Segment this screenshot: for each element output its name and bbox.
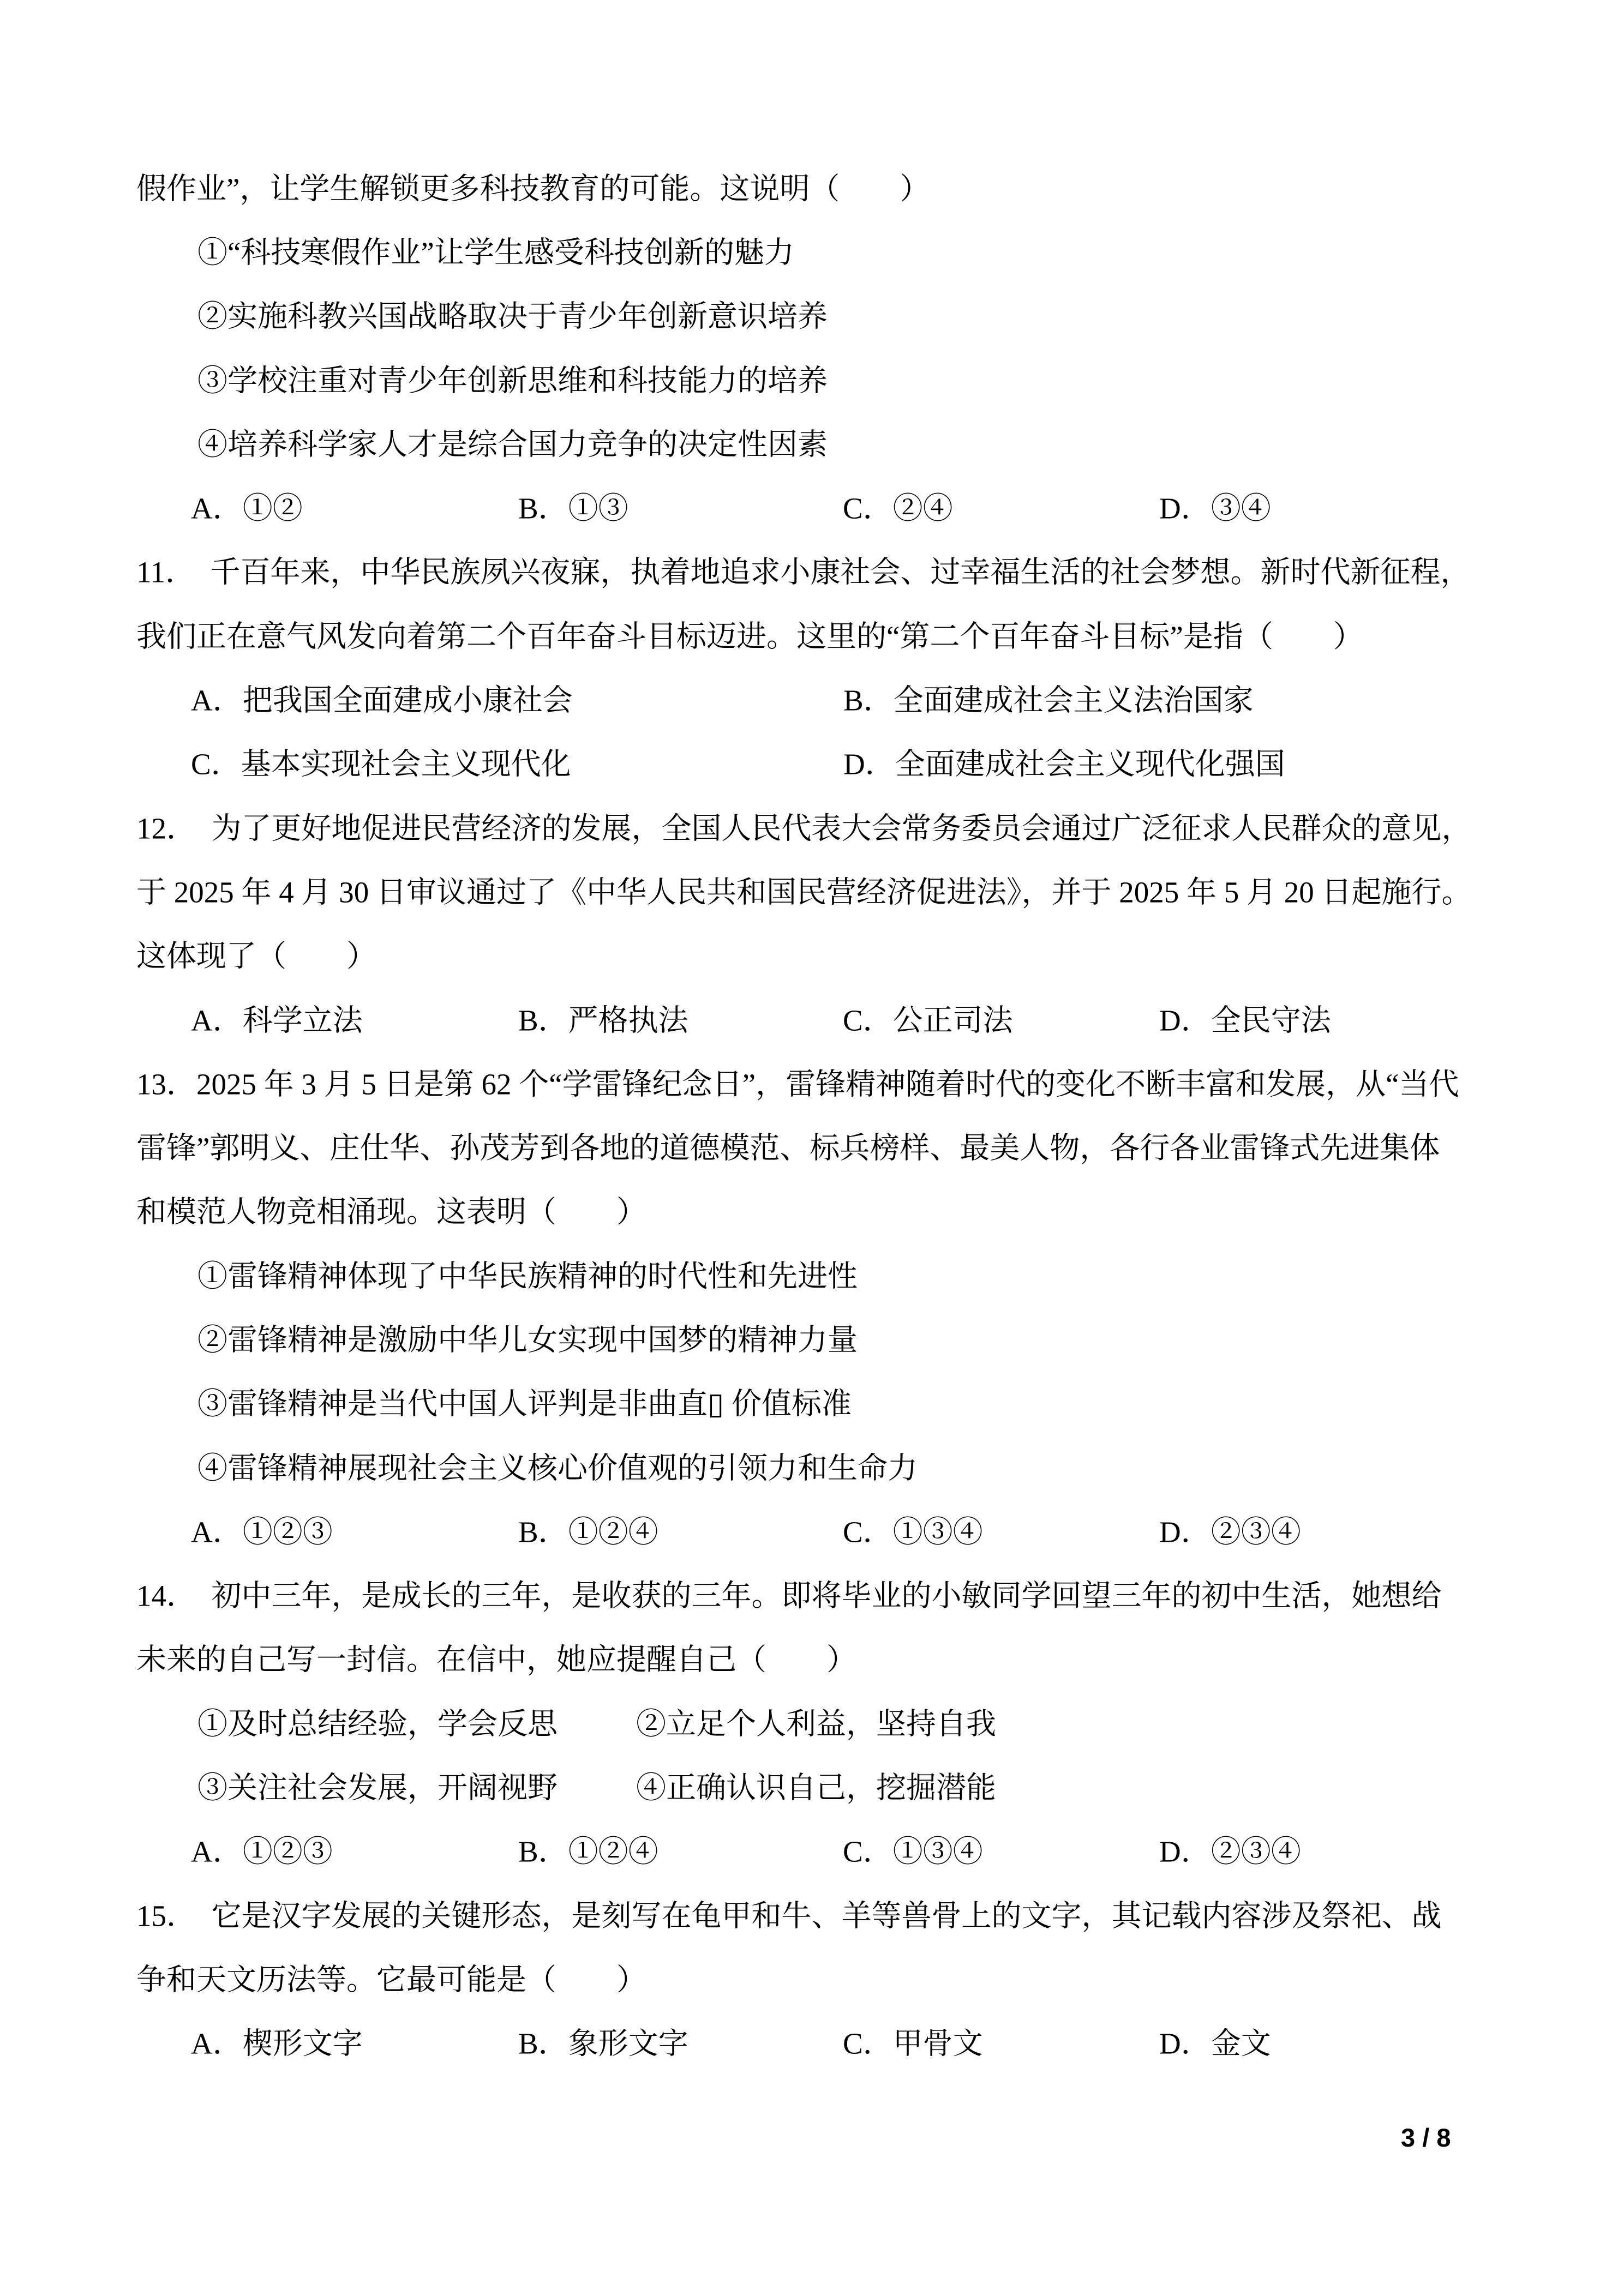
q10-option-2-text: ②实施科教兴国战略取决于青少年创新意识培养 — [197, 299, 828, 333]
q13-option-3-text: ③雷锋精神是当代中国人评判是非曲直▯ 价值标准 — [197, 1387, 852, 1421]
q10-answer-c: C．②④ — [843, 491, 953, 525]
q15-answer-c: C．甲骨文 — [843, 2027, 983, 2060]
q13-option-1-text: ①雷锋精神体现了中华民族精神的时代性和先进性 — [197, 1259, 858, 1293]
q13-stem-line-3 — [136, 1177, 1489, 1241]
q12-stem-text-2: 于 2025 年 4 月 30 日审议通过了《中华人民共和国民营经济促进法》，并于 2025 年 5 月 20 日起施行。 — [136, 875, 1472, 909]
q10-option-3-text: ③学校注重对青少年创新思维和科技能力的培养 — [197, 364, 828, 398]
q15-stem-text-1: 15． 它是汉字发展的关键形态，是刻写在龟甲和牛、羊等兽骨上的文字，其记载内容涉及祭祀、战 — [136, 1899, 1442, 1933]
q13-option-2 — [136, 1305, 1489, 1369]
q14-stem-line-2 — [136, 1625, 1489, 1689]
q11-answer-row-2 — [136, 730, 1489, 794]
q12-stem-text-1: 12． 为了更好地促进民营经济的发展，全国人民代表大会常务委员会通过广泛征求人民群众的意见， — [136, 812, 1472, 845]
q14-answer-row — [136, 1817, 1489, 1881]
q15-answer-d: D．金文 — [1159, 2027, 1271, 2060]
q14-answer-b: B．①②④ — [518, 1835, 658, 1868]
q13-option-2-text: ②雷锋精神是激励中华儿女实现中国梦的精神力量 — [197, 1323, 858, 1357]
q15-stem-text-2: 争和天文历法等。它最可能是（ ） — [136, 1963, 647, 1997]
q12-answer-b: B．严格执法 — [518, 1003, 688, 1037]
q14-answer-a: A．①②③ — [191, 1835, 333, 1868]
q11-answer-c: C．基本实现社会主义现代化 — [191, 747, 571, 781]
q13-option-4 — [136, 1433, 1489, 1497]
q15-answer-a: A．楔形文字 — [191, 2027, 363, 2060]
q12-stem-line-3 — [136, 922, 1489, 985]
q14-option-row-1 — [136, 1689, 1489, 1753]
q13-answer-c: C．①③④ — [843, 1515, 983, 1549]
q11-stem-line-1 — [136, 538, 1489, 602]
q14-option-1-text: ①及时总结经验，学会反思 — [197, 1707, 558, 1741]
q15-answer-b: B．象形文字 — [518, 2027, 688, 2060]
q14-stem-text-2: 未来的自己写一封信。在信中，她应提醒自己（ ） — [136, 1643, 857, 1676]
q12-stem-line-1 — [136, 794, 1489, 857]
q12-answer-a: A．科学立法 — [191, 1003, 363, 1037]
q13-stem-text-2: 雷锋”郭明义、庄仕华、孙茂芳到各地的道德模范、标兵榜样、最美人物，各行各业雷锋式先进集体 — [136, 1131, 1440, 1165]
q13-stem-line-2 — [136, 1113, 1489, 1177]
q13-stem-line-1 — [136, 1049, 1489, 1113]
page-number: 3 / 8 — [1401, 2123, 1451, 2152]
q12-answer-row — [136, 985, 1489, 1049]
q11-answer-a: A．把我国全面建成小康社会 — [191, 683, 573, 717]
q14-stem-line-1 — [136, 1561, 1489, 1625]
q13-option-4-text: ④雷锋精神展现社会主义核心价值观的引领力和生命力 — [197, 1451, 918, 1485]
q10-option-1-text: ①“科技寒假作业”让学生感受科技创新的魅力 — [197, 236, 794, 269]
q14-stem-text-1: 14． 初中三年，是成长的三年，是收获的三年。即将毕业的小敏同学回望三年的初中生活，她想给 — [136, 1579, 1442, 1613]
q13-option-1 — [136, 1241, 1489, 1305]
q14-answer-c: C．①③④ — [843, 1835, 983, 1868]
q14-option-3-text: ③关注社会发展，开阔视野 — [197, 1771, 558, 1805]
q10-answer-d: D．③④ — [1159, 491, 1271, 525]
q15-stem-line-2 — [136, 1945, 1489, 2009]
q14-answer-d: D．②③④ — [1159, 1835, 1301, 1868]
q11-answer-row-1 — [136, 665, 1489, 729]
q10-answer-row — [136, 473, 1489, 537]
q12-answer-d: D．全民守法 — [1159, 1003, 1331, 1037]
q14-option-4-text: ④正确认识自己，挖掘潜能 — [636, 1771, 997, 1805]
q11-stem-line-2 — [136, 602, 1489, 665]
q10-stem-text: 假作业”，让学生解锁更多科技教育的可能。这说明（ ） — [136, 172, 930, 206]
q13-option-3 — [136, 1369, 1489, 1433]
q13-answer-d: D．②③④ — [1159, 1515, 1301, 1549]
q10-answer-a: A．①② — [191, 491, 303, 525]
q11-answer-d: D．全面建成社会主义现代化强国 — [843, 747, 1285, 781]
exam-body — [136, 154, 1489, 2073]
q10-option-4-text: ④培养科学家人才是综合国力竞争的决定性因素 — [197, 428, 828, 461]
q13-stem-text-1: 13．2025 年 3 月 5 日是第 62 个“学雷锋纪念日”，雷锋精神随着时代的变化不断丰富和发展，从“当代 — [136, 1067, 1459, 1101]
q14-option-2-text: ②立足个人利益，坚持自我 — [636, 1707, 997, 1741]
q13-answer-row — [136, 1497, 1489, 1561]
q10-stem-continuation — [136, 154, 1489, 218]
q13-answer-b: B．①②④ — [518, 1515, 658, 1549]
q10-option-1 — [136, 218, 1489, 281]
q12-answer-c: C．公正司法 — [843, 1003, 1013, 1037]
q13-answer-a: A．①②③ — [191, 1515, 333, 1549]
q15-answer-row — [136, 2009, 1489, 2073]
q13-stem-text-3: 和模范人物竞相涌现。这表明（ ） — [136, 1195, 647, 1229]
q14-option-row-2 — [136, 1753, 1489, 1817]
q15-stem-line-1 — [136, 1881, 1489, 1945]
q10-answer-b: B．①③ — [518, 491, 628, 525]
q10-option-3 — [136, 346, 1489, 410]
q12-stem-line-2 — [136, 857, 1489, 921]
q12-stem-text-3: 这体现了（ ） — [136, 939, 377, 973]
q10-option-4 — [136, 410, 1489, 473]
q11-answer-b: B．全面建成社会主义法治国家 — [843, 683, 1254, 717]
q11-stem-text-2: 我们正在意气风发向着第二个百年奋斗目标迈进。这里的“第二个百年奋斗目标”是指（ ） — [136, 620, 1363, 653]
q11-stem-text-1: 11． 千百年来，中华民族夙兴夜寐，执着地追求小康社会、过幸福生活的社会梦想。新时代新征程， — [136, 555, 1471, 589]
q10-option-2 — [136, 282, 1489, 346]
